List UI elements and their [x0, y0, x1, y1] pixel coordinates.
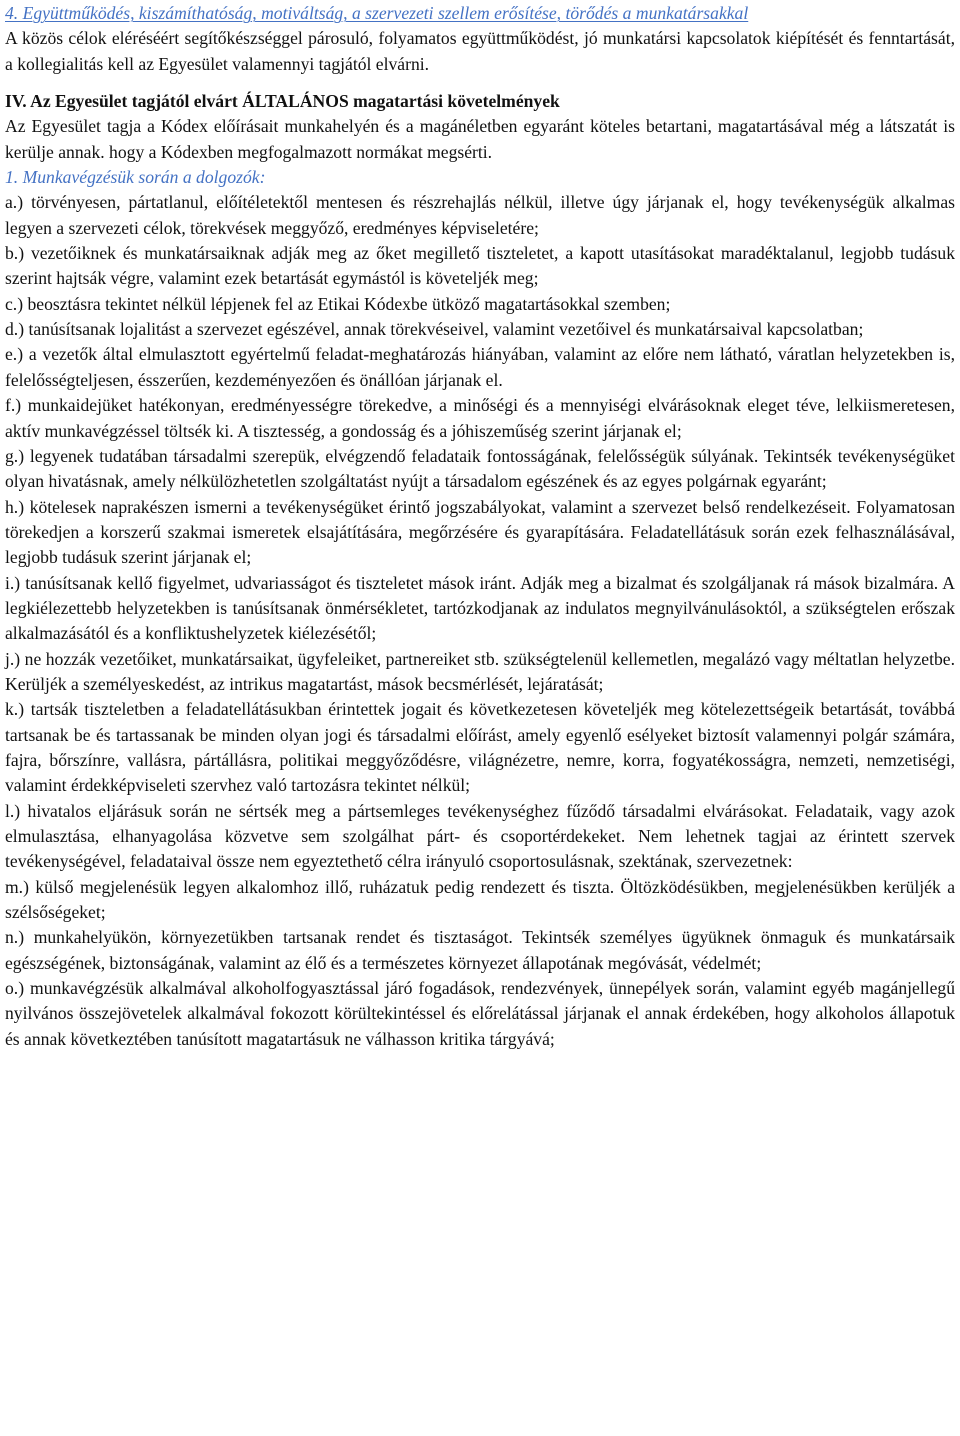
section-iv-body: Az Egyesület tagja a Kódex előírásait munkahelyén és a magánéletben egyaránt köteles betartani, magatartásával még a látszatát is kerülje annak. hogy a Kódexben megfogalmazott normákat megsérti.	[5, 116, 955, 162]
list-item-g: g.) legyenek tudatában társadalmi szerepük, elvégzendő feladataik fontosságának, felelősségük súlyának. Tekintsék tevékenységüket olyan hivatásnak, amely nélkülözhetetlen szolgáltatást nyújt a társadalom egészének és az egyes polgárnak egyaránt;	[5, 445, 955, 492]
list-item-m: m.) külső megjelenésük legyen alkalomhoz illő, ruházatuk pedig rendezett és tiszta. Öltözködésükben, megjelenésükben kerüljék a szélsőségeket;	[5, 876, 955, 923]
section-iv-heading: IV. Az Egyesület tagjától elvárt ÁLTALÁNOS magatartási követelmények	[5, 91, 560, 112]
list-item-k: k.) tartsák tiszteletben a feladatellátásukban érintettek jogait és következetesen követeljék meg kötelezettségeik betartását, továbbá tartsanak be és tartassanak be minden olyan jogi és társadalmi előírást, amely egyenlő esélyeket biztosít valamennyi polgár számára, fajra, bőrszínre, vallásra, pártállásra, politikai meggyőződésre, világnézetre, nemre, korra, fogyatékosságra, nemzeti, nemzetiségi, valamint érdekképviseleti szervhez való tartozásra tekintet nélkül;	[5, 699, 955, 796]
list-item-n: n.) munkahelyükön, környezetükben tartsanak rendet és tisztaságot. Tekintsék személyes ügyüknek önmaguk és munkatársaik egészségének, biztonságának, valamint az élő és a természetes környezet állapotának megóvását, védelmét;	[5, 927, 955, 973]
section-iv-subheading: 1. Munkavégzésük során a dolgozók:	[5, 167, 266, 188]
section-4-body: A közös célok eléréséért segítőkészséggel párosuló, folyamatos együttműködést, jó munkatársi kapcsolatok kiépítését és fenntartását, a kollegialitás kell az Egyesület valamennyi tagjától elvárni.	[5, 28, 955, 74]
document-page	[5, 0, 955, 1052]
list-item-f: f.) munkaidejüket hatékonyan, eredményességre törekedve, a minőségi és a mennyiségi elvárásoknak eleget téve, lelkiismeretesen, aktív munkavégzéssel töltsék ki. A tisztesség, a gondosság és a jóhiszeműség szerint járjanak el;	[5, 395, 955, 441]
list-item-i: i.) tanúsítsanak kellő figyelmet, udvariasságot és tiszteletet mások iránt. Adják meg a bizalmat és szolgáljanak rá mások bizalmára. A legkiélezettebb helyzetekben is tanúsítsanak önmérsékletet, tartózkodjanak az indulatos megnyilvánulásoktól, a szükségtelen erőszak alkalmazásától és a konfliktushelyzetek kiélezésétől;	[5, 572, 955, 644]
section-4-heading: 4. Együttműködés, kiszámíthatóság, motiváltság, a szervezeti szellem erősítése, törődés a munkatársakkal	[5, 3, 749, 23]
conduct-list	[5, 190, 955, 1052]
list-item-c: c.) beosztásra tekintet nélkül lépjenek fel az Etikai Kódexbe ütköző magatartásokkal szemben;	[5, 293, 671, 314]
list-item-l: l.) hivatalos eljárásuk során ne sértsék meg a pártsemleges tevékenységhez fűződő társadalmi elvárásokat. Feladataik, vagy azok elmulasztása, elhanyagolása közvetve sem szolgálhat párt- és csoportérdekeket. Nem lehetnek tagjai az érintett szervek tevékenységével, feladataival össze nem egyeztethető célra irányuló csoportosulásnak, szektának, szervezetnek:	[5, 800, 955, 872]
list-item-a: a.) törvényesen, pártatlanul, előítéletektől mentesen és részrehajlás nélkül, illetve úgy járjanak el, hogy tevékenységük alkalmas legyen a szervezeti célok, törekvések meggyőző, eredményes képviseletére;	[5, 192, 955, 238]
list-item-j: j.) ne hozzák vezetőiket, munkatársaikat, ügyfeleiket, partnereiket stb. szükségtelenül kellemetlen, megalázó vagy méltatlan helyzetbe. Kerüljék a személyeskedést, az intrikus magatartást, mások becsmérlését, lejáratását;	[5, 648, 955, 694]
list-item-d: d.) tanúsítsanak lojalitást a szervezet egészével, annak törekvéseivel, valamint vezetőivel és munkatársaival kapcsolatban;	[5, 319, 864, 340]
list-item-o: o.) munkavégzésük alkalmával alkoholfogyasztással járó fogadások, rendezvények, ünnepélyek során, valamint egyéb magánjellegű nyilvános összejövetelek alkalmával fokozott körültekintéssel és előrelátással járjanak el annak érdekében, hogy alkoholos állapotuk és annak következtében tanúsított magatartásuk ne válhasson kritika tárgyává;	[5, 978, 955, 1049]
list-item-b: b.) vezetőiknek és munkatársaiknak adják meg az őket megillető tiszteletet, a kapott utasításokat maradéktalanul, legjobb tudásuk szerint hajtsák végre, valamint ezek betartását egymástól is követeljék meg;	[5, 243, 955, 289]
list-item-h: h.) kötelesek naprakészen ismerni a tevékenységüket érintő jogszabályokat, valamint a szervezet belső rendelkezéseit. Folyamatosan törekedjen a korszerű szakmai ismeretek elsajátítására, megőrzésére és gyarapítására. Feladatellátásuk során ezek felhasználásával, legjobb tudásuk szerint járjanak el;	[5, 496, 955, 568]
list-item-e: e.) a vezetők által elmulasztott egyértelmű feladat-meghatározás hiányában, valamint az előre nem látható, váratlan helyzetekben is, felelősségteljesen, ésszerűen, kezdeményezően és önállóan járjanak el.	[5, 344, 955, 390]
